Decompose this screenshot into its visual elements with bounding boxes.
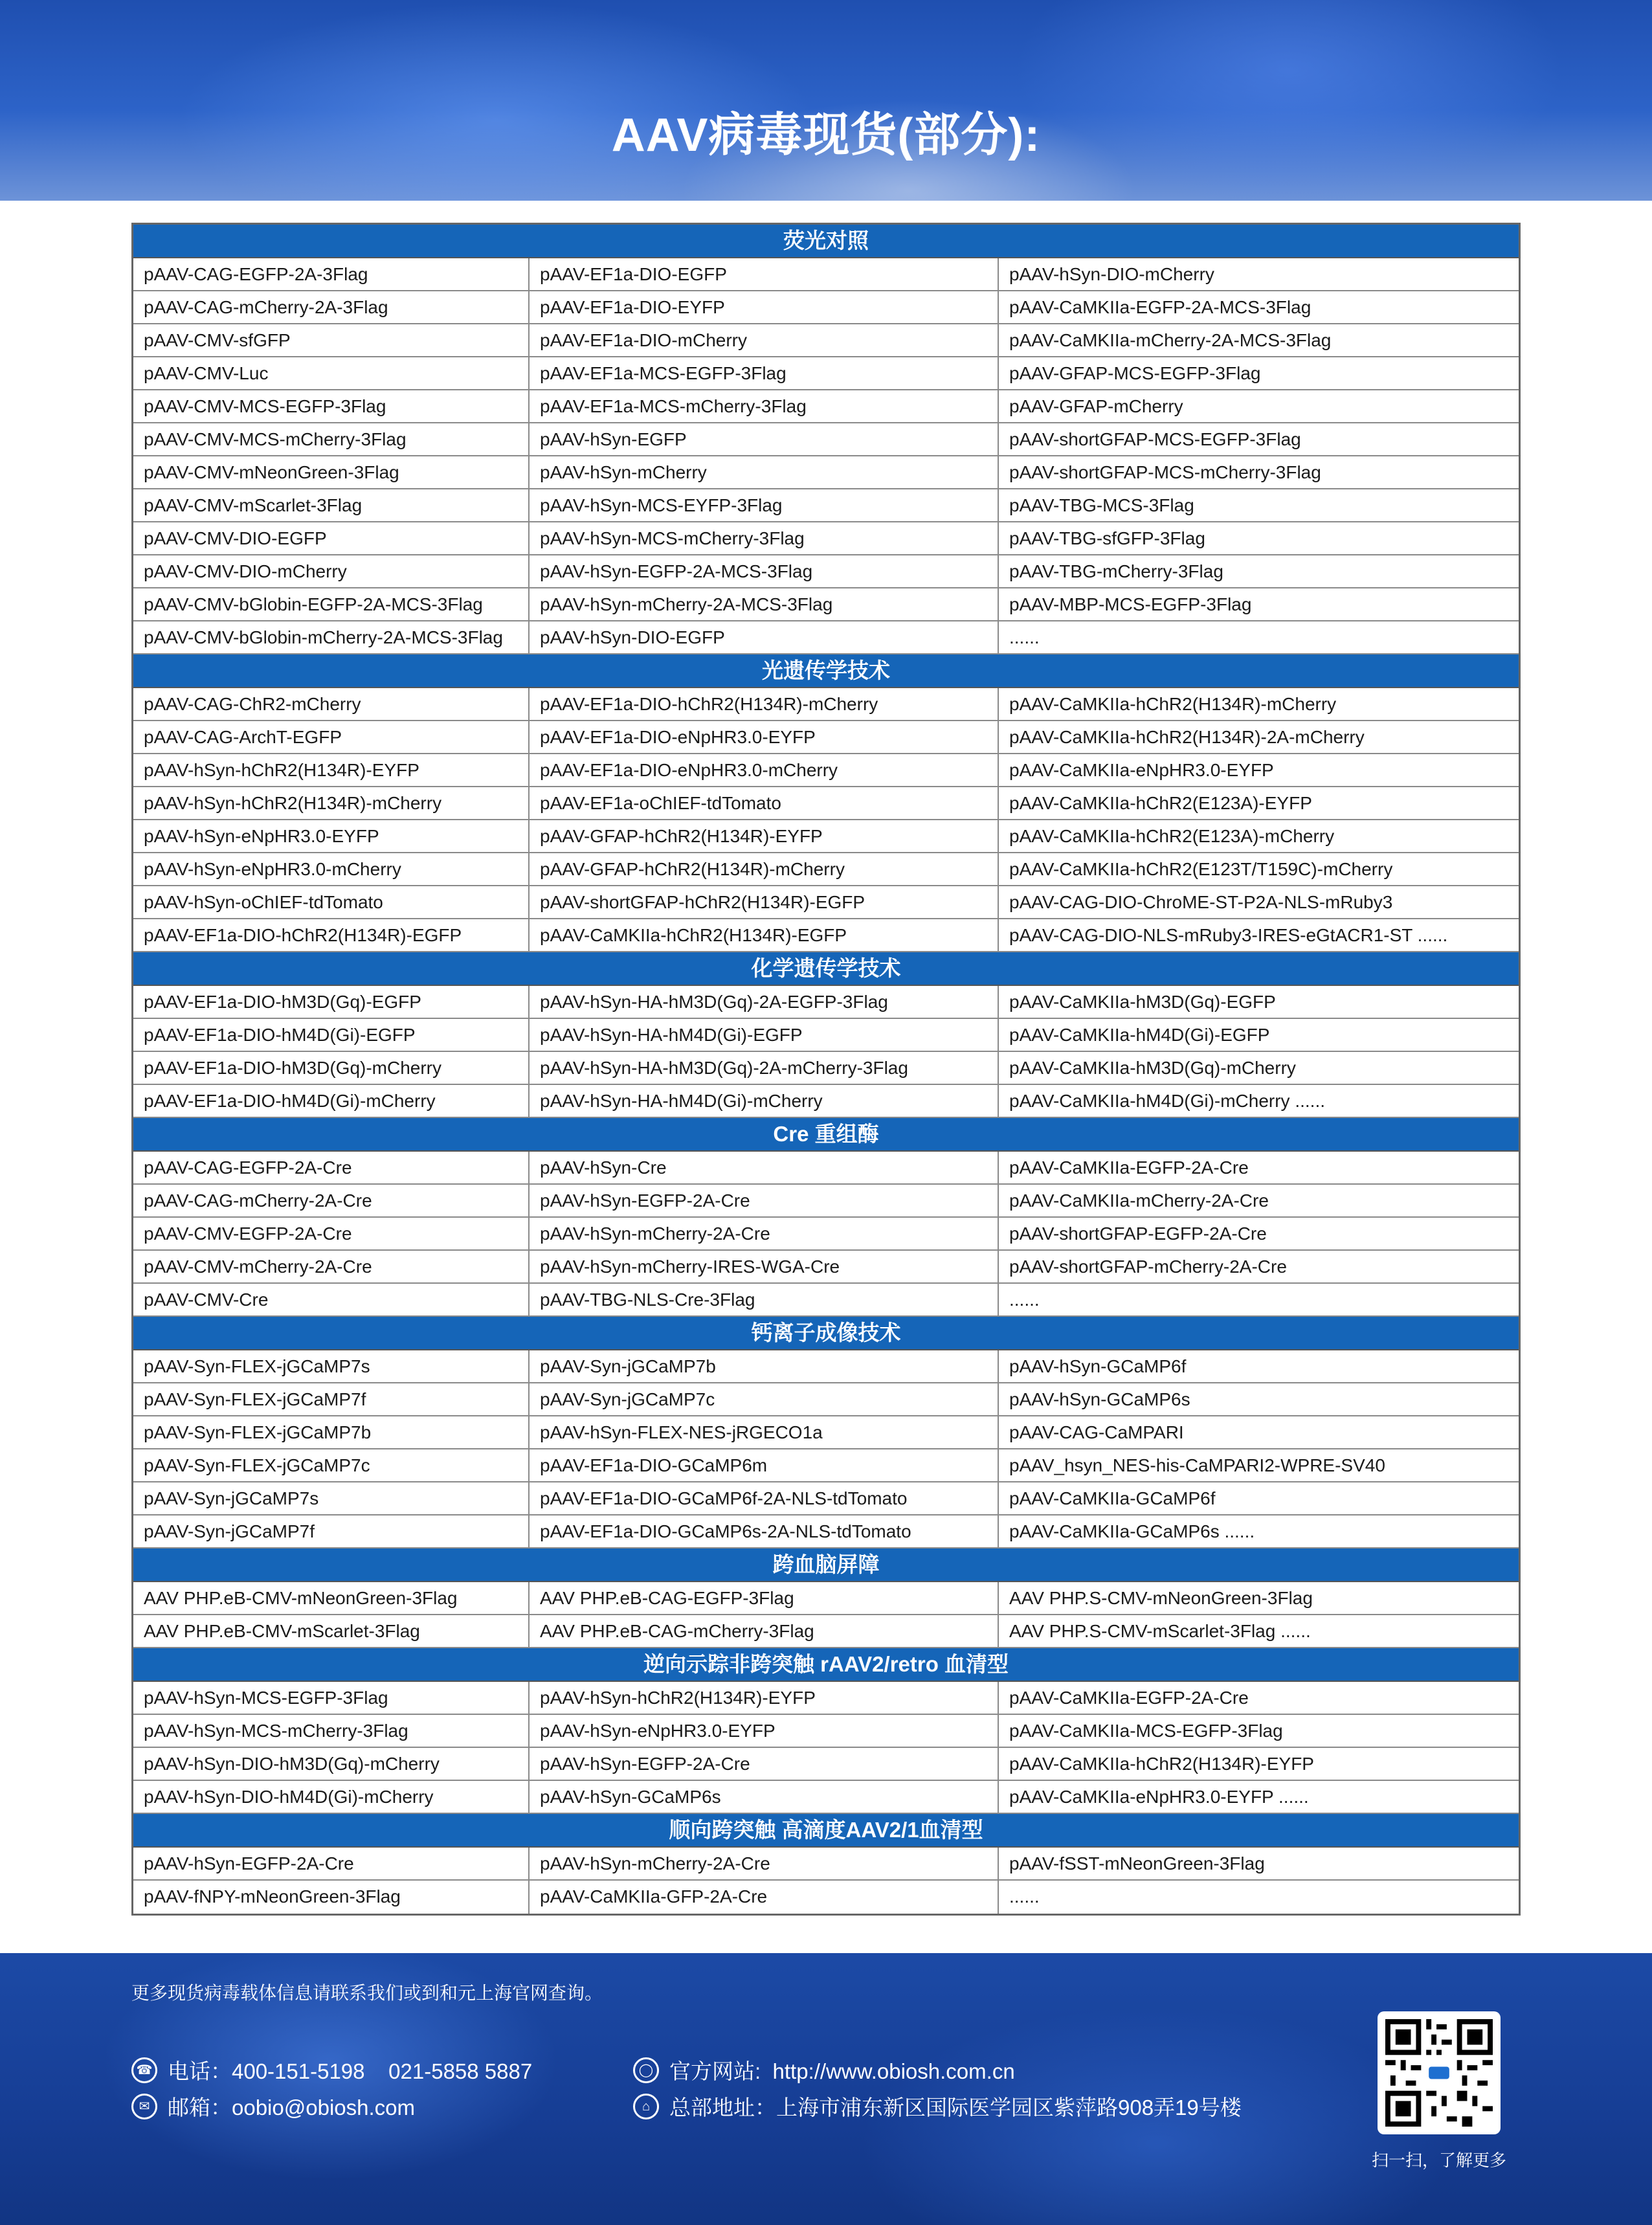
table-row <box>133 1582 1519 1615</box>
table-cell: pAAV-hSyn-MCS-EGFP-3Flag <box>133 1682 530 1714</box>
table-row <box>133 456 1519 489</box>
table-cell: pAAV-hSyn-DIO-mCherry <box>1009 264 1214 284</box>
table-cell: ...... <box>1009 1290 1040 1310</box>
table-cell: pAAV-EF1a-DIO-GCaMP6s-2A-NLS-tdTomato <box>530 1515 999 1547</box>
globe-icon: ◯ <box>633 2057 659 2083</box>
table-cell: AAV PHP.eB-CAG-EGFP-3Flag <box>530 1582 999 1614</box>
phone-contact <box>131 2055 532 2085</box>
table-cell: pAAV-Syn-FLEX-jGCaMP7b <box>133 1416 530 1448</box>
table-row <box>133 1284 1519 1317</box>
table-cell: pAAV-CMV-EGFP-2A-Cre <box>133 1218 530 1249</box>
table-row <box>133 1748 1519 1781</box>
table-cell: pAAV-TBG-sfGFP-3Flag <box>1009 528 1205 548</box>
table-cell: pAAV-EF1a-DIO-hM3D(Gq)-EGFP <box>133 986 530 1018</box>
table-cell: pAAV-CAG-mCherry-2A-3Flag <box>133 291 530 323</box>
table-cell: pAAV-CMV-mNeonGreen-3Flag <box>133 456 530 488</box>
section-header: Cre 重组酶 <box>133 1118 1519 1152</box>
address-text: 总部地址：上海市浦东新区国际医学园区紫萍路908弄19号楼 <box>669 2096 1242 2119</box>
table-cell: pAAV-EF1a-oChIEF-tdTomato <box>530 787 999 819</box>
table-cell: pAAV-Syn-jGCaMP7s <box>133 1482 530 1514</box>
table-cell: pAAV-CaMKIIa-eNpHR3.0-EYFP <box>1009 760 1274 780</box>
table-cell: pAAV-fSST-mNeonGreen-3Flag <box>1009 1853 1265 1873</box>
table-cell: pAAV-CAG-ChR2-mCherry <box>133 688 530 720</box>
table-row <box>133 489 1519 522</box>
table-cell: pAAV-CaMKIIa-hChR2(E123A)-EYFP <box>1009 793 1312 813</box>
table-cell: ...... <box>1009 627 1040 647</box>
table-cell: pAAV-CMV-bGlobin-EGFP-2A-MCS-3Flag <box>133 588 530 620</box>
table-cell: pAAV-Syn-FLEX-jGCaMP7f <box>133 1383 530 1415</box>
table-cell: AAV PHP.eB-CMV-mScarlet-3Flag <box>133 1615 530 1647</box>
table-cell: pAAV-hSyn-hChR2(H134R)-EYFP <box>530 1682 999 1714</box>
table-row <box>133 390 1519 423</box>
table-cell: pAAV-EF1a-DIO-mCherry <box>530 324 999 356</box>
table-cell: pAAV-CaMKIIa-EGFP-2A-MCS-3Flag <box>1009 297 1312 317</box>
table-cell: pAAV-CMV-DIO-EGFP <box>133 522 530 554</box>
address-contact <box>633 2091 1242 2121</box>
table-row <box>133 688 1519 721</box>
table-cell: pAAV-CMV-sfGFP <box>133 324 530 356</box>
table-row <box>133 588 1519 621</box>
table-cell: pAAV-EF1a-DIO-hM4D(Gi)-EGFP <box>133 1019 530 1051</box>
table-cell: pAAV-hSyn-MCS-mCherry-3Flag <box>530 522 999 554</box>
table-row <box>133 1052 1519 1085</box>
table-row <box>133 291 1519 324</box>
qr-caption: 扫一扫，了解更多 <box>1371 2151 1506 2170</box>
table-cell: pAAV-GFAP-MCS-EGFP-3Flag <box>1009 363 1261 383</box>
table-cell: pAAV-EF1a-MCS-mCherry-3Flag <box>530 390 999 422</box>
table-cell: pAAV-shortGFAP-hChR2(H134R)-EGFP <box>530 886 999 918</box>
table-cell: pAAV-hSyn-MCS-EYFP-3Flag <box>530 489 999 521</box>
table-cell: pAAV-CAG-CaMPARI <box>1009 1422 1184 1442</box>
table-row <box>133 1383 1519 1416</box>
mail-icon: ✉ <box>131 2094 157 2119</box>
table-cell: pAAV-CaMKIIa-GCaMP6f <box>1009 1488 1216 1508</box>
table-cell: pAAV-CaMKIIa-hChR2(H134R)-EGFP <box>530 919 999 951</box>
table-cell: pAAV-EF1a-DIO-GCaMP6m <box>530 1449 999 1481</box>
table-cell: pAAV-shortGFAP-mCherry-2A-Cre <box>1009 1257 1287 1277</box>
table-cell: pAAV-hSyn-GCaMP6f <box>1009 1356 1187 1376</box>
table-cell: pAAV-CAG-mCherry-2A-Cre <box>133 1185 530 1216</box>
table-row <box>133 1615 1519 1648</box>
footer-banner <box>0 1953 1652 2225</box>
table-cell: pAAV_hsyn_NES-his-CaMPARI2-WPRE-SV40 <box>1009 1455 1385 1475</box>
table-cell: pAAV-hSyn-EGFP-2A-MCS-3Flag <box>530 555 999 587</box>
table-cell: pAAV-Syn-FLEX-jGCaMP7c <box>133 1449 530 1481</box>
table-cell: pAAV-shortGFAP-EGFP-2A-Cre <box>1009 1224 1267 1244</box>
table-cell: pAAV-CaMKIIa-EGFP-2A-Cre <box>1009 1157 1249 1178</box>
table-row <box>133 1482 1519 1515</box>
table-cell: pAAV-CaMKIIa-GFP-2A-Cre <box>530 1881 999 1914</box>
table-row <box>133 1416 1519 1449</box>
table-cell: pAAV-CMV-mScarlet-3Flag <box>133 489 530 521</box>
table-cell: pAAV-EF1a-DIO-eNpHR3.0-EYFP <box>530 721 999 753</box>
table-row <box>133 1515 1519 1549</box>
table-cell: pAAV-CaMKIIa-hChR2(E123A)-mCherry <box>1009 826 1335 846</box>
table-cell: pAAV-hSyn-GCaMP6s <box>530 1781 999 1813</box>
table-row <box>133 986 1519 1019</box>
table-row <box>133 1251 1519 1284</box>
table-cell: pAAV-TBG-mCherry-3Flag <box>1009 561 1223 581</box>
table-row <box>133 621 1519 654</box>
table-cell: pAAV-hSyn-mCherry-2A-Cre <box>530 1218 999 1249</box>
table-cell: pAAV-hSyn-mCherry-2A-Cre <box>530 1848 999 1879</box>
table-cell: pAAV-hSyn-hChR2(H134R)-EYFP <box>133 754 530 786</box>
qr-code[interactable] <box>1378 2011 1501 2134</box>
section-header: 荧光对照 <box>133 225 1519 258</box>
table-row <box>133 1218 1519 1251</box>
table-cell: pAAV-CaMKIIa-hChR2(E123T/T159C)-mCherry <box>1009 859 1393 879</box>
table-cell: pAAV-CaMKIIa-EGFP-2A-Cre <box>1009 1688 1249 1708</box>
table-row <box>133 886 1519 919</box>
table-cell: pAAV-Syn-jGCaMP7c <box>530 1383 999 1415</box>
table-row <box>133 555 1519 588</box>
table-cell: pAAV-hSyn-DIO-hM4D(Gi)-mCherry <box>133 1781 530 1813</box>
table-cell: pAAV-EF1a-DIO-eNpHR3.0-mCherry <box>530 754 999 786</box>
table-cell: AAV PHP.eB-CMV-mNeonGreen-3Flag <box>133 1582 530 1614</box>
table-cell: pAAV-CaMKIIa-hChR2(H134R)-mCherry <box>1009 694 1337 714</box>
table-row <box>133 1085 1519 1118</box>
table-cell: pAAV-shortGFAP-MCS-EGFP-3Flag <box>1009 429 1301 449</box>
section-header: 跨血脑屏障 <box>133 1549 1519 1582</box>
table-row <box>133 1449 1519 1482</box>
qr-code-icon <box>1385 2019 1493 2127</box>
table-row <box>133 754 1519 787</box>
table-cell: pAAV-hSyn-eNpHR3.0-mCherry <box>133 853 530 885</box>
table-cell: pAAV-hSyn-HA-hM4D(Gi)-mCherry <box>530 1085 999 1117</box>
table-cell: pAAV-CaMKIIa-hChR2(H134R)-EYFP <box>1009 1754 1314 1774</box>
table-cell: pAAV-EF1a-DIO-hChR2(H134R)-mCherry <box>530 688 999 720</box>
table-cell: pAAV-CaMKIIa-eNpHR3.0-EYFP ...... <box>1009 1787 1309 1807</box>
virus-catalog-table <box>131 223 1521 1916</box>
table-cell: pAAV-hSyn-hChR2(H134R)-mCherry <box>133 787 530 819</box>
table-cell: pAAV-hSyn-EGFP <box>530 423 999 455</box>
table-cell: pAAV-hSyn-HA-hM3D(Gq)-2A-EGFP-3Flag <box>530 986 999 1018</box>
table-cell: pAAV-EF1a-DIO-hChR2(H134R)-EGFP <box>133 919 530 951</box>
section-header: 光遗传学技术 <box>133 654 1519 688</box>
table-cell: pAAV-hSyn-Cre <box>530 1152 999 1183</box>
table-cell: pAAV-CMV-DIO-mCherry <box>133 555 530 587</box>
table-cell: pAAV-hSyn-eNpHR3.0-EYFP <box>530 1715 999 1747</box>
table-row <box>133 1715 1519 1748</box>
table-row <box>133 1350 1519 1383</box>
table-cell: pAAV-CaMKIIa-hM3D(Gq)-mCherry <box>1009 1058 1296 1078</box>
table-cell: pAAV-EF1a-DIO-hM3D(Gq)-mCherry <box>133 1052 530 1084</box>
table-cell: pAAV-CAG-EGFP-2A-3Flag <box>133 258 530 290</box>
table-cell: pAAV-hSyn-mCherry-IRES-WGA-Cre <box>530 1251 999 1282</box>
section-header: 逆向示踪非跨突触 rAAV2/retro 血清型 <box>133 1648 1519 1682</box>
table-cell: pAAV-CaMKIIa-MCS-EGFP-3Flag <box>1009 1721 1283 1741</box>
table-cell: pAAV-TBG-MCS-3Flag <box>1009 495 1194 515</box>
building-icon: ⌂ <box>633 2094 659 2119</box>
email-text[interactable]: 邮箱：oobio@obiosh.com <box>168 2096 415 2119</box>
table-cell: pAAV-CaMKIIa-hM4D(Gi)-mCherry ...... <box>1009 1091 1326 1111</box>
table-cell: pAAV-CMV-Luc <box>133 357 530 389</box>
table-cell: pAAV-fNPY-mNeonGreen-3Flag <box>133 1881 530 1914</box>
table-cell: pAAV-CaMKIIa-mCherry-2A-Cre <box>1009 1191 1269 1211</box>
table-cell: pAAV-CaMKIIa-hM4D(Gi)-EGFP <box>1009 1025 1270 1045</box>
table-cell: pAAV-CAG-DIO-ChroME-ST-P2A-NLS-mRuby3 <box>1009 892 1393 912</box>
table-row <box>133 853 1519 886</box>
table-cell: pAAV-hSyn-MCS-mCherry-3Flag <box>133 1715 530 1747</box>
table-cell: ...... <box>1009 1886 1040 1906</box>
website-contact <box>633 2055 1015 2085</box>
email-contact <box>131 2091 415 2121</box>
table-cell: pAAV-hSyn-FLEX-NES-jRGECO1a <box>530 1416 999 1448</box>
table-cell: pAAV-shortGFAP-MCS-mCherry-3Flag <box>1009 462 1321 482</box>
table-cell: pAAV-CaMKIIa-GCaMP6s ...... <box>1009 1521 1255 1541</box>
table-row <box>133 721 1519 754</box>
table-cell: pAAV-hSyn-EGFP-2A-Cre <box>530 1185 999 1216</box>
table-cell: pAAV-EF1a-DIO-GCaMP6f-2A-NLS-tdTomato <box>530 1482 999 1514</box>
table-row <box>133 1682 1519 1715</box>
table-row <box>133 1848 1519 1881</box>
table-cell: pAAV-hSyn-HA-hM3D(Gq)-2A-mCherry-3Flag <box>530 1052 999 1084</box>
table-cell: pAAV-EF1a-DIO-hM4D(Gi)-mCherry <box>133 1085 530 1117</box>
table-row <box>133 324 1519 357</box>
table-cell: pAAV-CAG-EGFP-2A-Cre <box>133 1152 530 1183</box>
table-cell: pAAV-hSyn-GCaMP6s <box>1009 1389 1190 1409</box>
table-cell: pAAV-GFAP-hChR2(H134R)-mCherry <box>530 853 999 885</box>
table-cell: pAAV-hSyn-mCherry <box>530 456 999 488</box>
table-cell: pAAV-hSyn-EGFP-2A-Cre <box>133 1848 530 1879</box>
table-cell: pAAV-hSyn-DIO-EGFP <box>530 621 999 653</box>
section-header: 顺向跨突触 高滴度AAV2/1血清型 <box>133 1814 1519 1848</box>
phone-icon: ☎ <box>131 2057 157 2083</box>
table-cell: pAAV-CMV-mCherry-2A-Cre <box>133 1251 530 1282</box>
table-cell: pAAV-CMV-MCS-mCherry-3Flag <box>133 423 530 455</box>
table-cell: pAAV-CAG-DIO-NLS-mRuby3-IRES-eGtACR1-ST ...... <box>1009 925 1448 945</box>
table-row <box>133 1019 1519 1052</box>
table-row <box>133 787 1519 820</box>
table-cell: pAAV-CaMKIIa-mCherry-2A-MCS-3Flag <box>1009 330 1332 350</box>
table-cell: pAAV-hSyn-EGFP-2A-Cre <box>530 1748 999 1780</box>
table-cell: pAAV-Syn-jGCaMP7b <box>530 1350 999 1382</box>
header-banner <box>0 0 1652 201</box>
page-title: AAV病毒现货(部分): <box>611 109 1041 161</box>
table-cell: pAAV-CaMKIIa-hChR2(H134R)-2A-mCherry <box>1009 727 1365 747</box>
table-cell: pAAV-Syn-jGCaMP7f <box>133 1515 530 1547</box>
table-row <box>133 820 1519 853</box>
table-cell: pAAV-CMV-bGlobin-mCherry-2A-MCS-3Flag <box>133 621 530 653</box>
table-cell: pAAV-CMV-MCS-EGFP-3Flag <box>133 390 530 422</box>
table-row <box>133 919 1519 952</box>
table-cell: pAAV-GFAP-hChR2(H134R)-EYFP <box>530 820 999 852</box>
section-header: 钙离子成像技术 <box>133 1317 1519 1350</box>
table-cell: pAAV-CAG-ArchT-EGFP <box>133 721 530 753</box>
phone-text: 电话：400-151-5198 021-5858 5887 <box>168 2059 533 2083</box>
table-cell: AAV PHP.S-CMV-mScarlet-3Flag ...... <box>1009 1621 1311 1641</box>
table-cell: pAAV-hSyn-eNpHR3.0-EYFP <box>133 820 530 852</box>
table-cell: pAAV-Syn-FLEX-jGCaMP7s <box>133 1350 530 1382</box>
table-row <box>133 423 1519 456</box>
table-cell: pAAV-EF1a-DIO-EYFP <box>530 291 999 323</box>
table-row <box>133 258 1519 291</box>
table-cell: pAAV-EF1a-MCS-EGFP-3Flag <box>530 357 999 389</box>
table-row <box>133 1781 1519 1814</box>
table-cell: pAAV-EF1a-DIO-EGFP <box>530 258 999 290</box>
table-row <box>133 522 1519 555</box>
website-text[interactable]: 官方网站: http://www.obiosh.com.cn <box>669 2059 1015 2083</box>
table-cell: pAAV-MBP-MCS-EGFP-3Flag <box>1009 594 1252 614</box>
table-row <box>133 1185 1519 1218</box>
section-header: 化学遗传学技术 <box>133 952 1519 986</box>
table-cell: AAV PHP.eB-CAG-mCherry-3Flag <box>530 1615 999 1647</box>
table-cell: AAV PHP.S-CMV-mNeonGreen-3Flag <box>1009 1588 1313 1608</box>
table-cell: pAAV-CMV-Cre <box>133 1284 530 1315</box>
table-row <box>133 1152 1519 1185</box>
table-cell: pAAV-hSyn-DIO-hM3D(Gq)-mCherry <box>133 1748 530 1780</box>
table-row <box>133 357 1519 390</box>
table-cell: pAAV-hSyn-mCherry-2A-MCS-3Flag <box>530 588 999 620</box>
table-cell: pAAV-CaMKIIa-hM3D(Gq)-EGFP <box>1009 992 1276 1012</box>
table-cell: pAAV-hSyn-oChIEF-tdTomato <box>133 886 530 918</box>
table-row <box>133 1881 1519 1914</box>
table-cell: pAAV-GFAP-mCherry <box>1009 396 1183 416</box>
table-cell: pAAV-TBG-NLS-Cre-3Flag <box>530 1284 999 1315</box>
table-cell: pAAV-hSyn-HA-hM4D(Gi)-EGFP <box>530 1019 999 1051</box>
footer-note: 更多现货病毒载体信息请联系我们或到和元上海官网查询。 <box>131 1983 603 2003</box>
